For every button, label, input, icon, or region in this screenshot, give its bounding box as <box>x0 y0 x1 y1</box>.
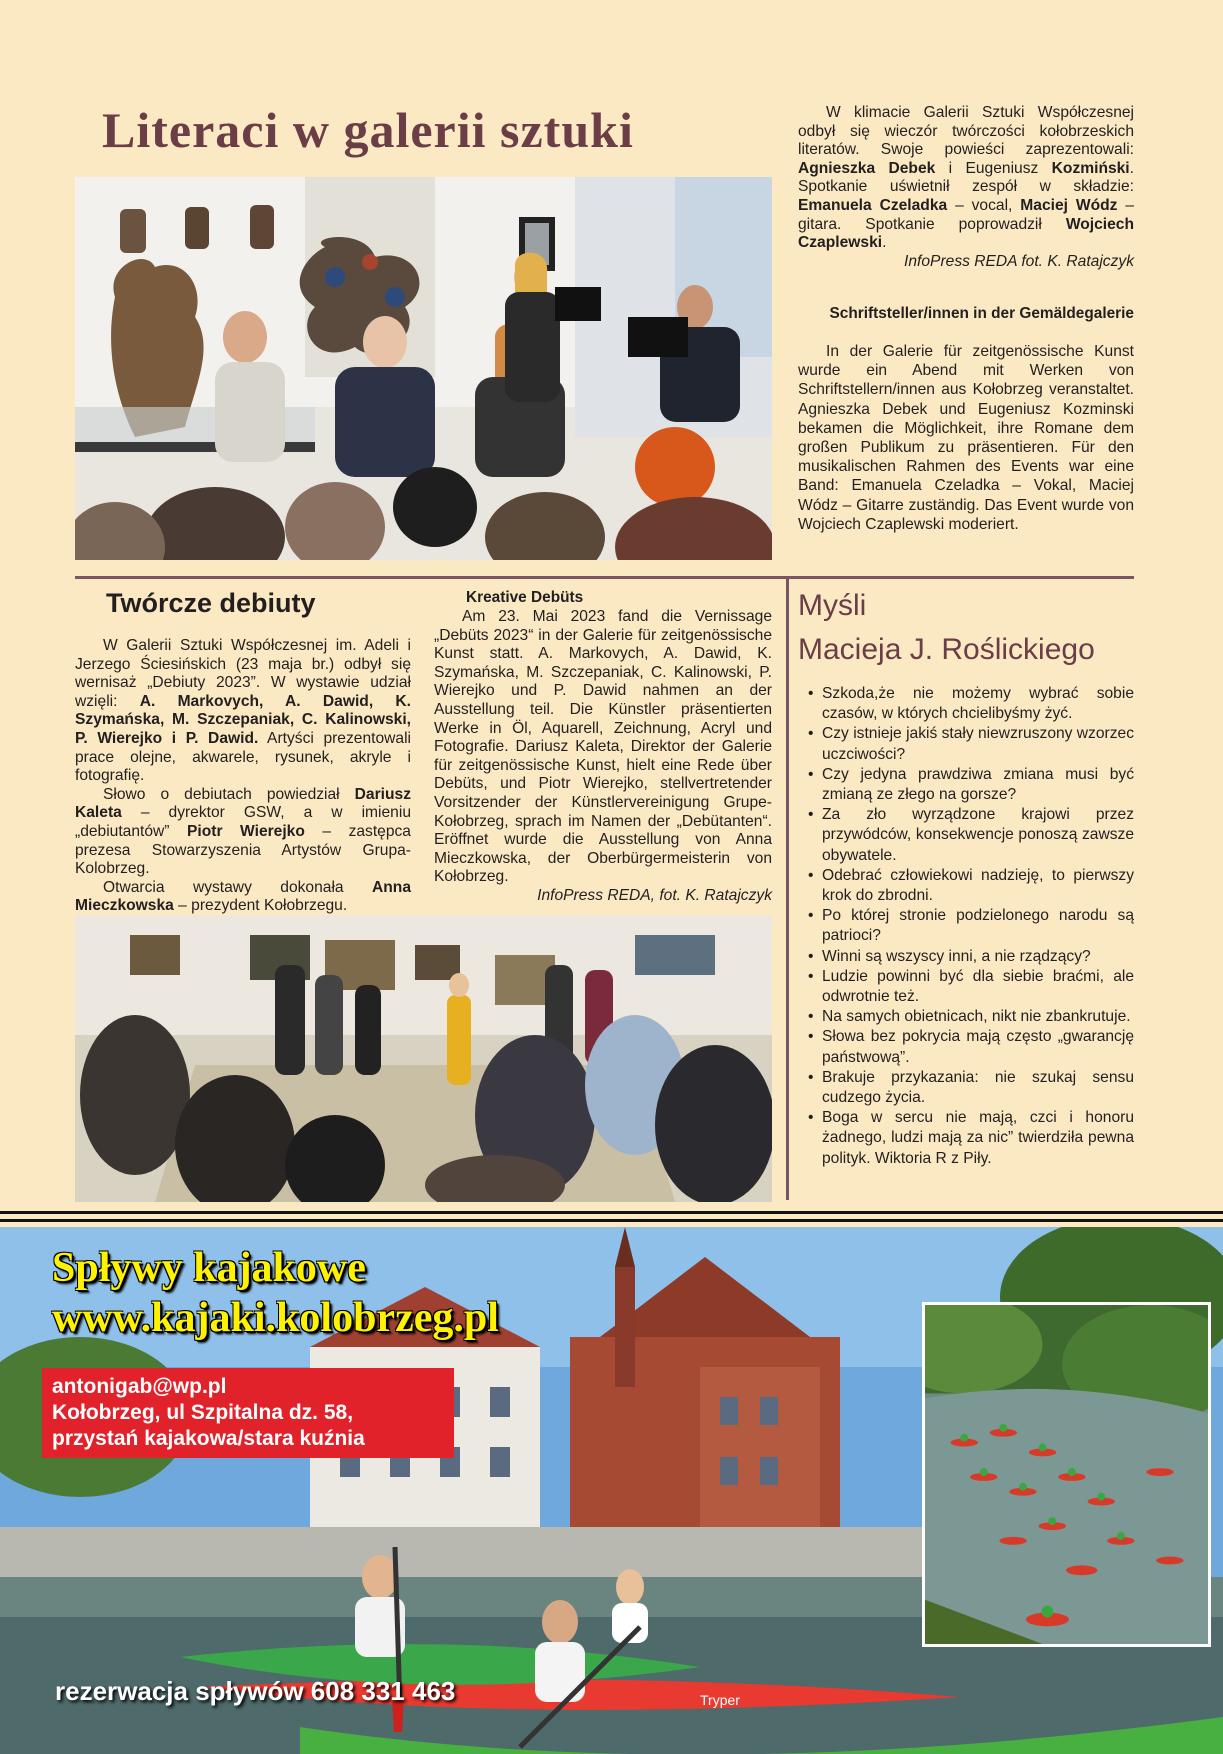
thought-item: • Słowa bez pokrycia mają często „gwarancję państwową”. <box>802 1027 1134 1067</box>
article2-german-heading: Kreative Debüts <box>466 589 584 606</box>
article2-polish-text <box>75 637 411 916</box>
article2-german-paragraph: Am 23. Mai 2023 fand die Vernissage „Debüts 2023“ in der Galerie für zeitgenössische Kunst statt. A. Markovych, A. Dawid, K. Szymańska, M. Szczepaniak, C. Kalinowski, P. Wierejko und P. Dawid nahmen an der Ausstellung teil. Die Künstler präsentierten Werke in Öl, Aquarell, Zeichnung, Acryl und Fotografie. Dariusz Kaleta, Direktor der Galerie für zeitgenössische Kunst, hielt eine Rede über Debüts, und Piotr Wierejko, stellvertretender Vorsitzender der Künstlervereinigung Grupe-Kołobrzeg, sprach im Namen der „Debütanten“. Eröffnet wurde die Ausstellung von Anna Mieczkowska, der Oberbürgermeisterin von Kołobrzeg. <box>434 608 772 886</box>
article1-polish-text <box>798 104 1134 271</box>
thought-item: • Ludzie powinni być dla siebie braćmi, ale odwrotnie też. <box>802 967 1134 1007</box>
article2-polish-p2: Słowo o debiutach powiedział Dariusz Kaleta – dyrektor GSW, a w imieniu „debiutantów” Piotr Wierejko – zastępca prezesa Stowarzyszenia Artystów Grupa-Kolobrzeg. <box>75 785 411 878</box>
ad-address-line2: przystań kajakowa/stara kuźnia <box>52 1427 365 1450</box>
article1-photo-credit: InfoPress REDA fot. K. Ratajczyk <box>904 252 1134 270</box>
article1-german-text <box>798 342 1134 534</box>
article2-polish-p1: W Galerii Sztuki Współczesnej im. Adeli i Jerzego Ściesińskich (23 maja br.) odbył się wernisaż „Debiuty 2023”. W wystawie udział wzięli: A. Markovych, A. Dawid, K. Szymańska, M. Szczepaniak, C. Kalinowski, P. Wierejko i P. Dawid. Artyści prezentowali prace olejne, akwarele, rysunek, akryle i fotografię. <box>75 637 411 785</box>
photo-vernissage <box>75 915 772 1202</box>
thought-item: • Po której stronie podzielonego narodu są patrioci? <box>802 906 1134 946</box>
kayak-inset-photo <box>922 1302 1211 1647</box>
section-rule <box>75 576 1134 579</box>
thought-item: • Odebrać człowiekowi nadzieję, to pierwszy krok do zbrodni. <box>802 866 1134 906</box>
article2-title: Twórcze debiuty <box>106 588 316 618</box>
ad-divider-top <box>0 1211 1223 1214</box>
ad-address-line1: Kołobrzeg, ul Szpitalna dz. 58, <box>52 1401 354 1424</box>
thought-item: • Brakuje przykazania: nie szukaj sensu cudzego życia. <box>802 1068 1134 1108</box>
thought-item: • Boga w sercu nie mają, czci i honoru żadnego, ludzi mają za nic” twierdziła pewna polityk. Wiktoria R z Piły. <box>802 1108 1134 1169</box>
thought-item: • Winni są wszyscy inni, a nie rządzący? <box>802 947 1134 967</box>
thoughts-title-line2: Macieja J. Roślickiego <box>798 633 1095 666</box>
thought-item: • Szkoda,że nie możemy wybrać sobie czasów, w których chcielibyśmy żyć. <box>802 684 1134 724</box>
kayak-brand-label: Tryper <box>700 1692 740 1708</box>
thought-item: • Na samych obietnicach, nikt nie zbankrutuje. <box>802 1007 1134 1027</box>
photo-literary-evening <box>75 177 772 560</box>
thought-item: • Za zło wyrządzone krajowi przez przywódców, konsekwencje ponoszą zawsze obywatele. <box>802 805 1134 866</box>
thoughts-list-container <box>802 684 1134 1169</box>
article1-title: Literaci w galerii sztuki <box>102 102 634 158</box>
ad-website: www.kajaki.kolobrzeg.pl <box>52 1295 499 1341</box>
column-rule <box>786 576 789 1200</box>
kayak-advertisement <box>0 1227 1223 1754</box>
article1-polish-paragraph: W klimacie Galerii Sztuki Współczesnej odbył się wieczór twórczości kołobrzeskich literatów. Swoje powieści zaprezentowali: Agnieszka Debek i Eugeniusz Kozmiński. Spotkanie uświetnił zespół w składzie: Emanuela Czeladka – vocal, Maciej Wódz – gitara. Spotkanie poprowadził Wojciech Czaplewski. <box>798 104 1134 252</box>
thoughts-title-line1: Myśli <box>798 589 867 622</box>
article2-german-text <box>434 608 772 906</box>
ad-contact-box <box>42 1368 454 1458</box>
article2-polish-p3: Otwarcia wystawy dokonała Anna Mieczkowska – prezydent Kołobrzegu. <box>75 878 411 915</box>
ad-divider-bottom <box>0 1219 1223 1222</box>
thoughts-list <box>802 684 1134 1169</box>
thought-item: • Czy istnieje jakiś stały niewzruszony wzorzec uczciwości? <box>802 724 1134 764</box>
ad-email: antonigab@wp.pl <box>52 1375 227 1398</box>
thought-item: • Czy jedyna prawdziwa zmiana musi być zmianą ze złego na gorsze? <box>802 765 1134 805</box>
article1-german-paragraph: In der Galerie für zeitgenössische Kunst wurde ein Abend mit Werken von Schriftstellern/innen aus Kołobrzeg veranstaltet. Agnieszka Debek und Eugeniusz Kozminski bekamen die Möglichkeit, ihre Romane dem großen Publikum zu präsentieren. Für den musikalischen Rahmen des Events war eine Band: Emanuela Czeladka – Vokal, Maciej Wódz – Gitarre zuständig. Das Event wurde von Wojciech Czaplewski moderiert. <box>798 343 1134 533</box>
article2-photo-credit: InfoPress REDA, fot. K. Ratajczyk <box>537 886 772 904</box>
ad-title-line1: Spływy kajakowe <box>52 1245 366 1291</box>
article1-german-heading: Schriftsteller/innen in der Gemäldegalerie <box>829 305 1134 322</box>
ad-booking-phone: rezerwacja spływów 608 331 463 <box>55 1676 456 1706</box>
